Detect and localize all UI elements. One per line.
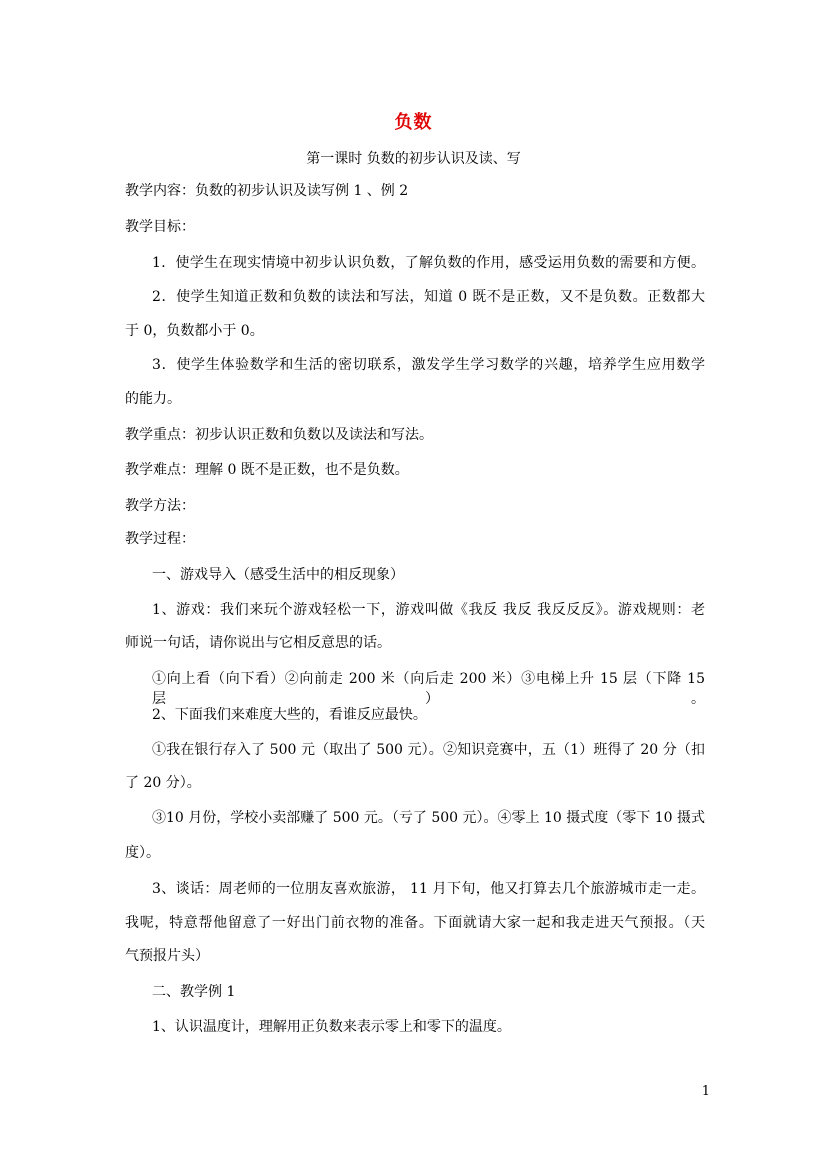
game-examples-line: ①向上看（向下看）②向前走 200 米（向后走 200 米）③电梯上升 15 层（下降 15 层）。 [152, 671, 705, 707]
goal-1: 1．使学生在现实情境中初步认识负数，了解负数的作用，感受运用负数的需要和方便。 [152, 255, 705, 271]
teaching-difficulty-line: 教学难点：理解 0 既不是正数，也不是负数。 [125, 462, 409, 478]
document-title: 负数 [394, 112, 433, 133]
game-line-2: 师说一句话，请你说出与它相反意思的话。 [125, 635, 391, 651]
goal-2-line-1: 2．使学生知道正数和负数的读法和写法，知道 0 既不是正数，又不是负数。正数都大 [152, 289, 705, 305]
goal-3-line-1: 3．使学生体验数学和生活的密切联系，激发学生学习数学的兴趣，培养学生应用数学 [152, 357, 705, 373]
talk-line-2: 我呢，特意帮他留意了一好出门前衣物的准备。下面就请大家一起和我走进天气预报。（天 [125, 915, 705, 931]
document-subtitle: 第一课时 负数的初步认识及读、写 [306, 151, 521, 167]
harder-examples-line-4: 度）。 [125, 845, 160, 861]
talk-line-1: 3、谈话：周老师的一位朋友喜欢旅游， 11 月下旬，他又打算去几个旅游城市走一走。 [152, 881, 705, 897]
page-number: 1 [701, 1084, 710, 1099]
talk-line-3: 气预报片头） [125, 948, 209, 964]
harder-examples-line-2: 了 20 分）。 [125, 775, 201, 791]
harder-examples-line-3: ③10 月份，学校小卖部赚了 500 元。（亏了 500 元）。④零上 10 摄式度（零下 10 摄式 [152, 810, 705, 826]
section-1-heading: 一、游戏导入（感受生活中的相反现象） [152, 567, 404, 583]
thermometer-line: 1、认识温度计，理解用正负数来表示零上和零下的温度。 [152, 1019, 511, 1035]
harder-intro-line: 2、下面我们来难度大些的，看谁反应最快。 [152, 707, 427, 723]
goal-3-line-2: 的能力。 [125, 391, 181, 407]
teaching-method-heading: 教学方法： [125, 498, 195, 514]
harder-examples-line-1: ①我在银行存入了 500 元（取出了 500 元）。②知识竞赛中，五（1）班得了 20 分（扣 [152, 742, 705, 758]
teaching-process-heading: 教学过程： [125, 531, 195, 547]
game-line-1: 1、游戏：我们来玩个游戏轻松一下，游戏叫做《我反 我反 我反反反》。游戏规则：老 [152, 602, 705, 618]
teaching-focus-line: 教学重点：初步认识正数和负数以及读法和写法。 [125, 427, 433, 443]
section-2-heading: 二、教学例 1 [152, 984, 236, 1000]
goal-2-line-2: 于 0，负数都小于 0。 [125, 323, 264, 339]
teaching-content-line: 教学内容：负数的初步认识及读写例 1 、例 2 [125, 183, 409, 199]
teaching-goals-heading: 教学目标： [125, 219, 195, 235]
